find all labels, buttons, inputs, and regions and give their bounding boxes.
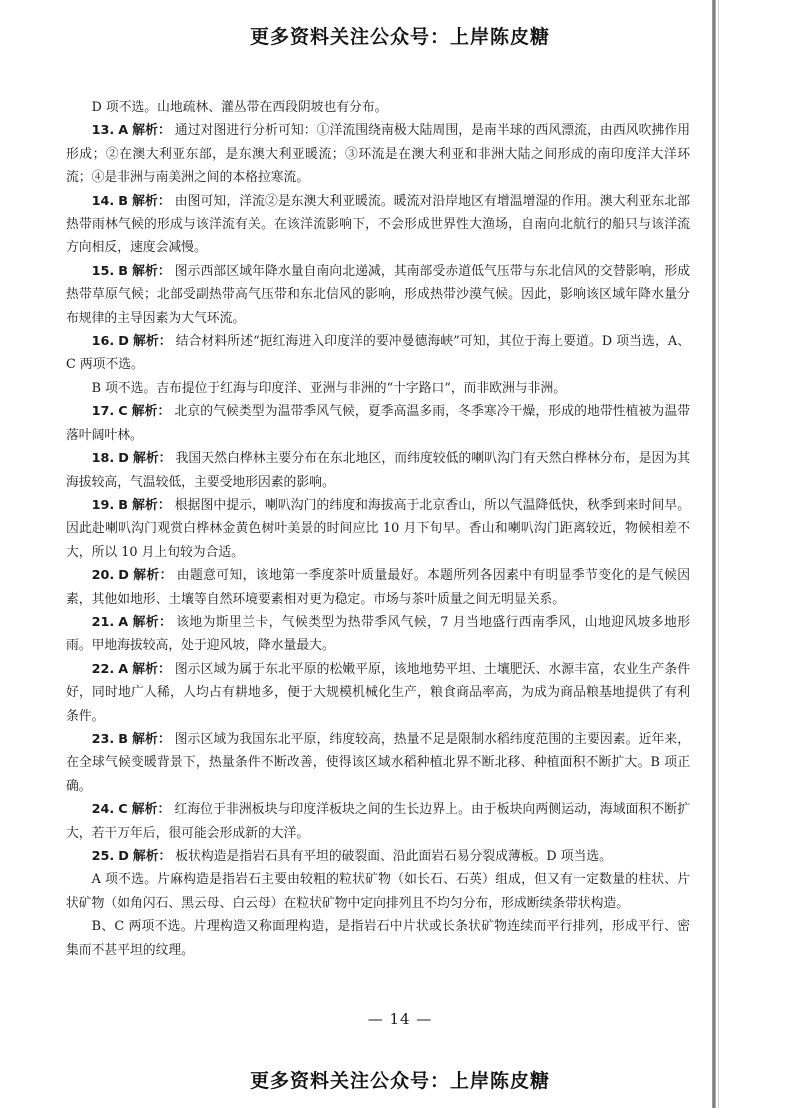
explanation-text: D 项不选。山地疏林、灌丛带在西段阴坡也有分布。 bbox=[91, 100, 388, 115]
page-number: — 14 — bbox=[367, 1010, 433, 1028]
analysis-label: 解析： bbox=[132, 193, 171, 209]
question-explanation bbox=[66, 260, 690, 330]
explanation-text: 由题意可知，该地第一季度茶叶质量最好。本题所列各因素中有明显季节变化的是气候因素，其他如地形、土壤等自然环境要素相对更为稳定。市场与茶叶质量之间无明显关系。 bbox=[66, 568, 691, 607]
analysis-label: 解析： bbox=[132, 263, 171, 279]
explanation-continuation bbox=[66, 915, 690, 962]
question-number: 13. bbox=[91, 123, 115, 139]
question-number: 21. bbox=[91, 614, 115, 630]
question-explanation bbox=[66, 564, 690, 611]
question-number: 16. bbox=[91, 334, 115, 350]
answer-letter: B bbox=[118, 497, 129, 513]
question-explanation bbox=[66, 119, 690, 189]
question-number: 25. bbox=[91, 849, 115, 864]
answer-letter: D bbox=[118, 568, 129, 584]
analysis-label: 解析： bbox=[132, 849, 172, 864]
explanation-text: 通过对图进行分析可知：①洋流围绕南极大陆周围，是南半球的西风漂流，由西风吹拂作用形成；②在澳大利亚东部，是东澳大利亚暖流；③环流是在澳大利亚和非洲大陆之间形成的南印度洋大洋环流；④是非洲与南美洲之间的本格拉寒流。 bbox=[66, 123, 691, 186]
explanation-text: B 项不选。吉布提位于红海与印度洋、亚洲与非洲的“十字路口”，而非欧洲与非洲。 bbox=[91, 380, 567, 396]
question-number: 20. bbox=[91, 568, 115, 584]
explanation-text: B、C 两项不选。片理构造又称面理构造，是指岩石中片状或长条状矿物连续而平行排列，形成平行、密集而不甚平坦的纹理。 bbox=[66, 919, 690, 958]
explanation-text: 板状构造是指岩石具有平坦的破裂面、沿此面岩石易分裂成薄板。D 项当选。 bbox=[175, 849, 612, 864]
explanation-text: 图示区域为我国东北平原，纬度较高，热量不足是限制水稻纬度范围的主要因素。近年来，在全球气候变暖背景下，热量条件不断改善，使得该区域水稻种植北界不断北移、种植面积不断扩大。B 项正确。 bbox=[66, 731, 691, 794]
answer-letter: D bbox=[118, 849, 129, 864]
analysis-label: 解析： bbox=[132, 451, 172, 467]
scan-edge-line bbox=[718, 0, 719, 1108]
question-explanation bbox=[66, 494, 690, 564]
analysis-label: 解析： bbox=[131, 404, 171, 420]
answer-letter: C bbox=[118, 802, 128, 818]
question-number: 14. bbox=[91, 193, 115, 209]
explanation-text: 结合材料所述“扼红海进入印度洋的要冲曼德海峡”可知，其位于海上要道。D 项当选，A、C 两项不选。 bbox=[66, 334, 691, 373]
question-explanation bbox=[66, 190, 690, 260]
question-number: 15. bbox=[91, 263, 115, 279]
answer-letter: D bbox=[118, 451, 129, 467]
explanation-text: 我国天然白桦林主要分布在东北地区，而纬度较低的喇叭沟门有天然白桦林分布，是因为其海拔较高，气温较低，主要受地形因素的影响。 bbox=[66, 451, 691, 490]
question-explanation bbox=[66, 400, 690, 447]
analysis-label: 解析： bbox=[132, 614, 173, 630]
question-explanation bbox=[66, 845, 690, 868]
answer-letter: C bbox=[118, 404, 128, 420]
explanation-continuation bbox=[66, 868, 690, 915]
explanation-text: 图示西部区域年降水量自南向北递减，其南部受赤道低气压带与东北信风的交替影响，形成热带草原气候；北部受副热带高气压带和东北信风的影响，形成热带沙漠气候。因此，影响该区域年降水量分布规律的主导因素为大气环流。 bbox=[66, 263, 691, 326]
analysis-label: 解析： bbox=[132, 497, 171, 513]
explanation-continuation bbox=[66, 377, 690, 400]
explanation-text: 由图可知，洋流②是东澳大利亚暖流。暖流对沿岸地区有增温增湿的作用。澳大利亚东北部热带雨林气候的形成与该洋流有关。在该洋流影响下，不会形成世界性大渔场，自南向北航行的船只与该洋流方向相反，速度会减慢。 bbox=[66, 193, 691, 256]
question-explanation bbox=[66, 728, 690, 798]
question-explanation bbox=[66, 798, 690, 845]
question-number: 17. bbox=[91, 404, 115, 420]
question-explanation bbox=[66, 611, 690, 658]
explanation-text: 根据图中提示，喇叭沟门的纬度和海拔高于北京香山，所以气温降低快，秋季到来时间早。因此赴喇叭沟门观赏白桦林金黄色树叶美景的时间应比 10 月下旬早。香山和喇叭沟门距离较近，物候相差不大，所以 10 月上旬较为合适。 bbox=[66, 497, 691, 560]
answer-letter: B bbox=[118, 731, 129, 747]
explanation-text: A 项不选。片麻构造是指岩石主要由较粗的粒状矿物（如长石、石英）组成，但又有一定数量的柱状、片状矿物（如角闪石、黑云母、白云母）在粒状矿物中定向排列且不均匀分布，形成断续条带状构造。 bbox=[66, 872, 690, 911]
banner-top: 更多资料关注公众号：上岸陈皮糖 bbox=[249, 26, 550, 48]
question-explanation bbox=[66, 658, 690, 728]
answer-letter: B bbox=[118, 263, 129, 279]
analysis-label: 解析： bbox=[132, 661, 171, 677]
analysis-label: 解析： bbox=[132, 334, 172, 350]
question-number: 24. bbox=[91, 802, 115, 818]
scan-edge bbox=[712, 0, 716, 1108]
answer-letter: D bbox=[118, 334, 129, 350]
answer-explanations bbox=[66, 96, 690, 962]
answer-letter: A bbox=[118, 661, 129, 677]
answer-letter: B bbox=[118, 193, 129, 209]
analysis-label: 解析： bbox=[132, 123, 171, 139]
analysis-label: 解析： bbox=[132, 731, 171, 747]
question-number: 23. bbox=[91, 731, 115, 747]
question-number: 19. bbox=[91, 497, 115, 513]
explanation-continuation bbox=[66, 96, 690, 119]
question-number: 18. bbox=[91, 451, 115, 467]
question-explanation bbox=[66, 330, 690, 377]
question-explanation bbox=[66, 447, 690, 494]
explanation-text: 北京的气候类型为温带季风气候，夏季高温多雨，冬季寒冷干燥，形成的地带性植被为温带落叶阔叶林。 bbox=[66, 404, 691, 443]
analysis-label: 解析： bbox=[131, 802, 171, 818]
answer-letter: A bbox=[118, 123, 129, 139]
answer-letter: A bbox=[118, 614, 129, 630]
question-number: 22. bbox=[91, 661, 115, 677]
analysis-label: 解析： bbox=[132, 568, 173, 584]
banner-bottom: 更多资料关注公众号：上岸陈皮糖 bbox=[249, 1070, 550, 1092]
explanation-text: 图示区域为属于东北平原的松嫩平原，该地地势平坦、土壤肥沃、水源丰富，农业生产条件好，同时地广人稀，人均占有耕地多，便于大规模机械化生产，粮食商品率高，为成为商品粮基地提供了有利条件。 bbox=[66, 661, 691, 724]
explanation-text: 该地为斯里兰卡，气候类型为热带季风气候，7 月当地盛行西南季风，山地迎风坡多地形雨。甲地海拔较高，处于迎风坡，降水量最大。 bbox=[66, 614, 691, 654]
explanation-text: 红海位于非洲板块与印度洋板块之间的生长边界上。由于板块向两侧运动，海域面积不断扩大，若干万年后，很可能会形成新的大洋。 bbox=[66, 802, 691, 841]
